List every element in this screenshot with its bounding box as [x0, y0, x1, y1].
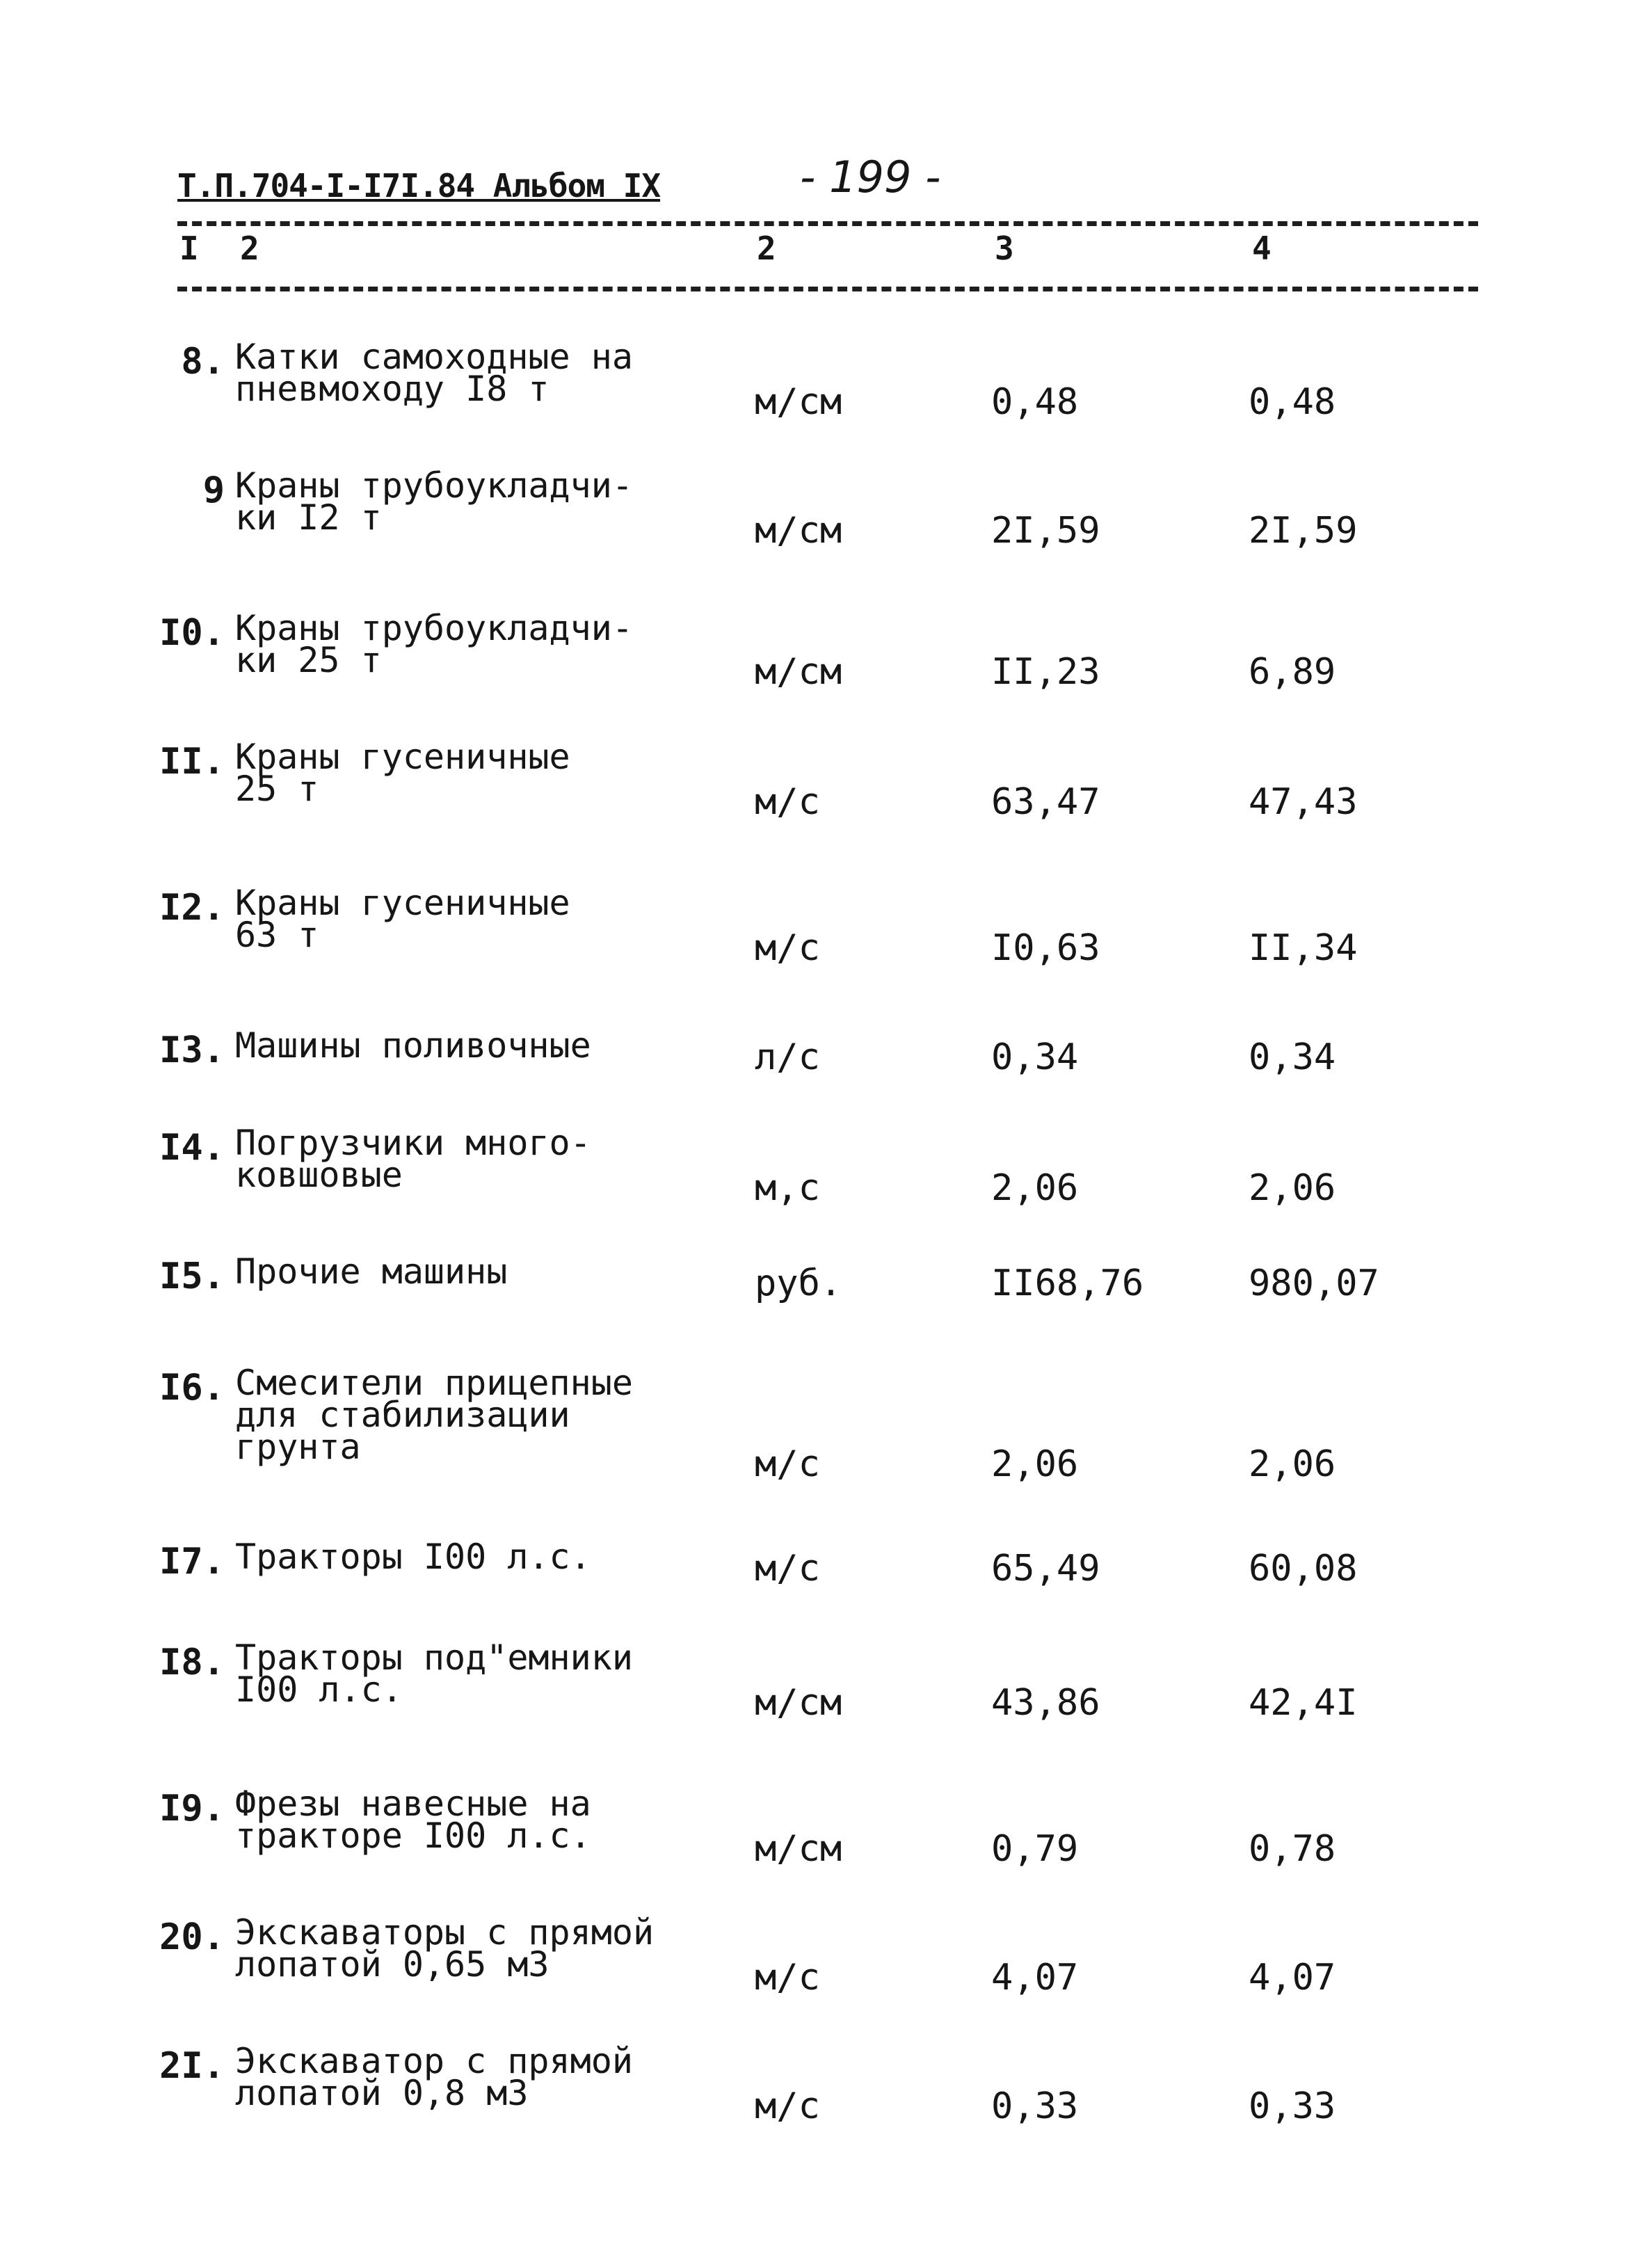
page-number: - 199 -: [800, 152, 941, 202]
header-divider-top: [177, 221, 1478, 226]
row-number: I4.: [159, 1127, 225, 1169]
row-value-col3: 0,79: [991, 1828, 1079, 1870]
row-number: I0.: [159, 612, 225, 654]
column-header-4: 4: [1252, 230, 1272, 267]
row-value-col4: 2I,59: [1249, 510, 1358, 552]
row-name: Фрезы навесные на тракторе I00 л.с.: [235, 1784, 591, 1856]
row-number: I7.: [159, 1541, 225, 1583]
row-value-col3: I0,63: [991, 927, 1100, 969]
column-header-unit: 2: [757, 230, 776, 267]
row-value-col3: 0,33: [991, 2085, 1079, 2127]
row-number: I3.: [159, 1030, 225, 1071]
row-value-col4: 42,4I: [1249, 1682, 1358, 1724]
row-name: Тракторы I00 л.с.: [235, 1537, 591, 1577]
row-value-col3: II,23: [991, 651, 1100, 693]
row-unit: м,с: [755, 1167, 820, 1209]
row-value-col4: 2,06: [1249, 1443, 1336, 1485]
row-unit: м/см: [755, 1828, 842, 1870]
row-value-col4: 2,06: [1249, 1167, 1336, 1209]
row-number: I8.: [159, 1642, 225, 1683]
row-value-col4: 47,43: [1249, 781, 1358, 823]
row-value-col3: II68,76: [991, 1263, 1144, 1304]
row-unit: м/см: [755, 1682, 842, 1724]
row-unit: м/см: [755, 381, 842, 423]
column-header-1: I: [179, 230, 199, 267]
row-name: Экскаватор с прямой лопатой 0,8 м3: [235, 2041, 633, 2113]
row-unit: м/с: [755, 1443, 820, 1485]
column-header-2: 2: [240, 230, 259, 267]
row-unit: м/с: [755, 927, 820, 969]
row-number: II.: [159, 741, 225, 783]
row-value-col3: 63,47: [991, 781, 1100, 823]
row-value-col3: 4,07: [991, 1957, 1079, 1998]
row-number: I6.: [159, 1367, 225, 1409]
row-value-col3: 2,06: [991, 1167, 1079, 1209]
row-value-col4: 0,48: [1249, 381, 1336, 423]
row-name: Краны трубоукладчи- ки 25 т: [235, 608, 633, 680]
row-number: I2.: [159, 887, 225, 929]
document-reference: Т.П.704-I-I7I.84 Альбом IX: [177, 167, 661, 205]
row-value-col4: 0,34: [1249, 1036, 1336, 1078]
row-name: Машины поливочные: [235, 1025, 591, 1066]
column-header-3: 3: [995, 230, 1014, 267]
row-value-col4: 0,78: [1249, 1828, 1336, 1870]
row-unit: м/с: [755, 2085, 820, 2127]
row-unit: м/с: [755, 1548, 820, 1589]
row-number: I5.: [159, 1256, 225, 1297]
row-value-col4: 6,89: [1249, 651, 1336, 693]
row-unit: л/с: [755, 1036, 820, 1078]
row-value-col4: II,34: [1249, 927, 1358, 969]
row-value-col3: 43,86: [991, 1682, 1100, 1724]
row-value-col3: 65,49: [991, 1548, 1100, 1589]
row-value-col4: 4,07: [1249, 1957, 1336, 1998]
row-number: 20.: [159, 1916, 225, 1958]
row-number: 9: [202, 470, 225, 511]
row-name: Погрузчики много- ковшовые: [235, 1123, 591, 1195]
row-name: Прочие машины: [235, 1251, 508, 1292]
row-value-col3: 2,06: [991, 1443, 1079, 1485]
row-value-col4: 60,08: [1249, 1548, 1358, 1589]
header-divider-bottom: [177, 287, 1478, 291]
row-number: 2I.: [159, 2045, 225, 2087]
row-value-col3: 2I,59: [991, 510, 1100, 552]
row-unit: м/с: [755, 781, 820, 823]
row-value-col3: 0,34: [991, 1036, 1079, 1078]
row-number: 8.: [181, 341, 225, 383]
row-name: Экскаваторы с прямой лопатой 0,65 м3: [235, 1912, 655, 1985]
row-unit: м/см: [755, 510, 842, 552]
row-unit: м/см: [755, 651, 842, 693]
row-name: Смесители прицепные для стабилизации грунта: [235, 1363, 633, 1467]
row-name: Краны трубоукладчи- ки I2 т: [235, 465, 633, 538]
row-name: Тракторы под"емники I00 л.с.: [235, 1637, 633, 1710]
row-unit: руб.: [755, 1263, 842, 1304]
row-value-col4: 980,07: [1249, 1263, 1379, 1304]
row-name: Катки самоходные на пневмоходу I8 т: [235, 337, 633, 409]
row-value-col4: 0,33: [1249, 2085, 1336, 2127]
row-number: I9.: [159, 1788, 225, 1829]
row-unit: м/с: [755, 1957, 820, 1998]
row-name: Краны гусеничные 63 т: [235, 883, 570, 955]
row-name: Краны гусеничные 25 т: [235, 737, 570, 809]
row-value-col3: 0,48: [991, 381, 1079, 423]
